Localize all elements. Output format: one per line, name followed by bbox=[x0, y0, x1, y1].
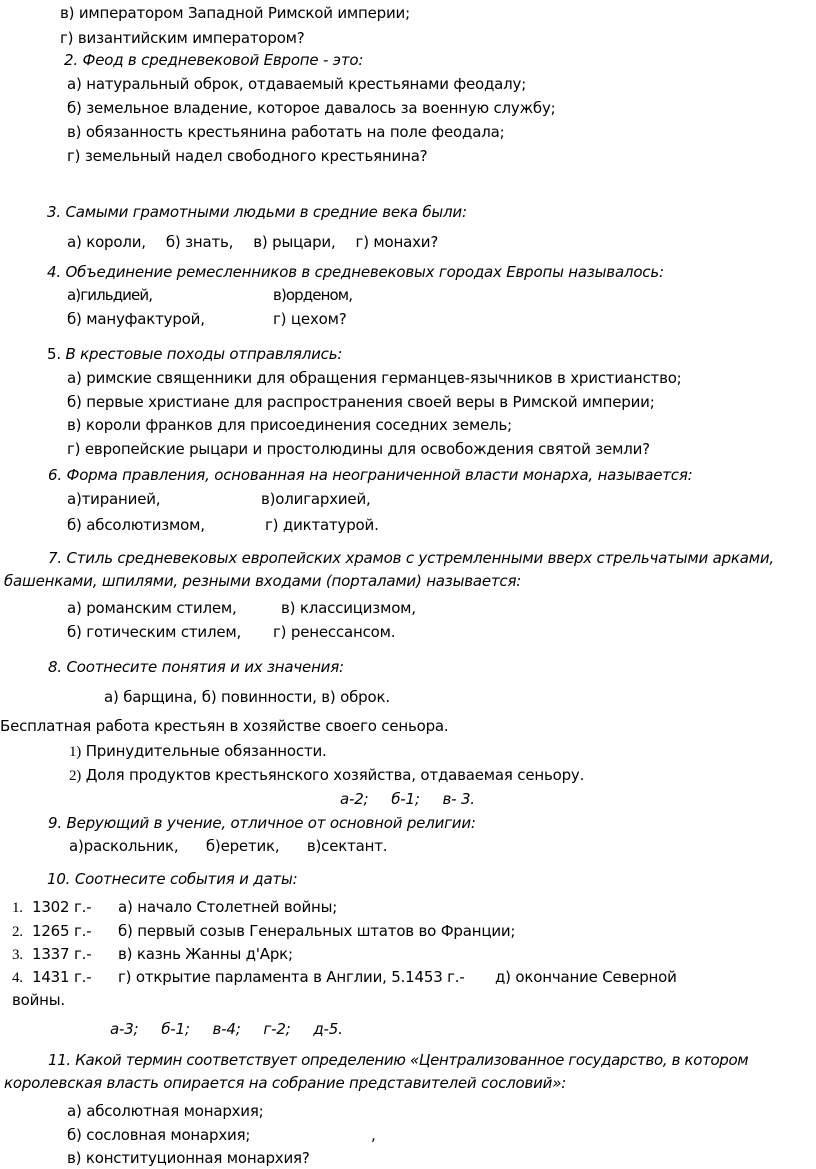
q11-option-v: в) конституционная монархия? bbox=[67, 1149, 310, 1167]
q8-definition-1-text: Принудительные обязанности. bbox=[85, 742, 327, 760]
q8-definition-2-text: Доля продуктов крестьянского хозяйства, отдаваемая сеньору. bbox=[85, 766, 585, 784]
q3-option-b: б) знать, bbox=[165, 233, 234, 251]
q5-question bbox=[47, 344, 342, 364]
q3-question: 3. Самыми грамотными людьми в средние века были: bbox=[47, 203, 467, 221]
q2-option-v: в) обязанность крестьянина работать на поле феодала; bbox=[67, 123, 505, 141]
q8-definition-2-number: 2) bbox=[69, 768, 82, 784]
q3-option-a: а) короли, bbox=[67, 233, 146, 251]
q7-option-b: б) готическим стилем, bbox=[67, 623, 242, 641]
q4-option-b: б) мануфактурой, bbox=[67, 310, 205, 328]
q10-item-number: 1. bbox=[12, 900, 23, 916]
q11-option-a: а) абсолютная монархия; bbox=[67, 1102, 264, 1120]
q10-item-date: 1337 г.- bbox=[32, 945, 92, 963]
q4-question: 4. Объединение ремесленников в средневековых городах Европы называлось: bbox=[47, 263, 664, 281]
q2-option-b: б) земельное владение, которое давалось за военную службу; bbox=[67, 99, 556, 117]
q10-item-date: 1265 г.- bbox=[32, 922, 92, 940]
q1-option-v: в) императором Западной Римской империи; bbox=[60, 4, 410, 22]
q5-option-g: г) европейские рыцари и простолюдины для освобождения святой земли? bbox=[67, 440, 650, 458]
q6-option-a: а)тиранией, bbox=[67, 490, 161, 508]
q7-option-g: г) ренессансом. bbox=[273, 623, 396, 641]
q6-option-v: в)олигархией, bbox=[261, 490, 371, 508]
q8-answer: а-2; б-1; в- 3. bbox=[340, 790, 475, 808]
q10-item-event: а) начало Столетней войны; bbox=[118, 898, 338, 916]
q6-option-g: г) диктатурой. bbox=[265, 516, 379, 534]
q3-option-v: в) рыцари, bbox=[253, 233, 336, 251]
q10-question: 10. Соотнесите события и даты: bbox=[47, 870, 298, 888]
q10-item-4-wrap: войны. bbox=[12, 991, 65, 1009]
q4-option-g: г) цехом? bbox=[273, 310, 347, 328]
q8-terms: а) барщина, б) повинности, в) оброк. bbox=[104, 688, 390, 706]
q1-option-g: г) византийским императором? bbox=[60, 29, 305, 47]
q7-option-v: в) классицизмом, bbox=[281, 599, 416, 617]
q5-question-number: 5. bbox=[47, 345, 61, 363]
q11-option-b: б) сословная монархия; bbox=[67, 1126, 251, 1144]
q9-options: а)раскольник, б)еретик, в)сектант. bbox=[69, 837, 388, 855]
q7-option-a: а) романским стилем, bbox=[67, 599, 237, 617]
q4-option-a: а)гильдией, bbox=[67, 286, 153, 304]
q10-answer: а-3; б-1; в-4; г-2; д-5. bbox=[110, 1020, 343, 1038]
q10-item-4 bbox=[12, 967, 465, 988]
q5-question-text: В крестовые походы отправлялись: bbox=[65, 345, 343, 363]
q10-item-number: 4. bbox=[12, 970, 23, 986]
q10-item-1 bbox=[12, 897, 337, 918]
q3-options bbox=[67, 232, 438, 252]
q5-option-a: а) римские священники для обращения германцев-язычников в христианство; bbox=[67, 369, 682, 387]
q2-option-a: а) натуральный оброк, отдаваемый крестьянами феодалу; bbox=[67, 75, 527, 93]
q11-question-line1: 11. Какой термин соответствует определению «Централизованное государство, в котором bbox=[48, 1051, 749, 1069]
q10-item-number: 3. bbox=[12, 947, 23, 963]
q10-item-event: в) казнь Жанны д'Арк; bbox=[118, 945, 293, 963]
q3-option-g: г) монахи? bbox=[355, 233, 439, 251]
q2-option-g: г) земельный надел свободного крестьянина? bbox=[67, 147, 428, 165]
q5-option-b: б) первые христиане для распространения своей веры в Римской империи; bbox=[67, 393, 655, 411]
q6-option-b: б) абсолютизмом, bbox=[67, 516, 205, 534]
q11-option-b-tail: , bbox=[371, 1126, 376, 1144]
q8-question: 8. Соотнесите понятия и их значения: bbox=[48, 658, 344, 676]
q10-item-event: г) открытие парламента в Англии, 5.1453 г.- bbox=[118, 968, 465, 986]
q7-question-line1: 7. Стиль средневековых европейских храмов с устремленными вверх стрельчатыми арками, bbox=[48, 549, 774, 567]
q7-question-line2: башенками, шпилями, резными входами (порталами) называется: bbox=[4, 572, 522, 590]
q8-definition-2 bbox=[69, 765, 584, 786]
q10-item-date: 1431 г.- bbox=[32, 968, 92, 986]
q8-definition-1-number: 1) bbox=[69, 744, 82, 760]
q8-definition-1 bbox=[69, 741, 327, 762]
q10-item-3 bbox=[12, 944, 293, 965]
q11-question-line2: королевская власть опирается на собрание представителей сословий»: bbox=[4, 1074, 567, 1092]
q10-item-date: 1302 г.- bbox=[32, 898, 92, 916]
q10-item-number: 2. bbox=[12, 924, 23, 940]
q10-item-4-tail: д) окончание Северной bbox=[495, 968, 677, 986]
q8-definition-0: Бесплатная работа крестьян в хозяйстве своего сеньора. bbox=[0, 717, 449, 735]
q9-question: 9. Верующий в учение, отличное от основной религии: bbox=[48, 814, 476, 832]
q2-question: 2. Феод в средневековой Европе - это: bbox=[64, 51, 364, 69]
q4-option-v: в)орденом, bbox=[273, 286, 353, 304]
q6-question: 6. Форма правления, основанная на неограниченной власти монарха, называется: bbox=[48, 466, 693, 484]
q10-item-2 bbox=[12, 921, 515, 942]
q10-item-event: б) первый созыв Генеральных штатов во Франции; bbox=[118, 922, 516, 940]
q5-option-v: в) короли франков для присоединения соседних земель; bbox=[67, 416, 512, 434]
